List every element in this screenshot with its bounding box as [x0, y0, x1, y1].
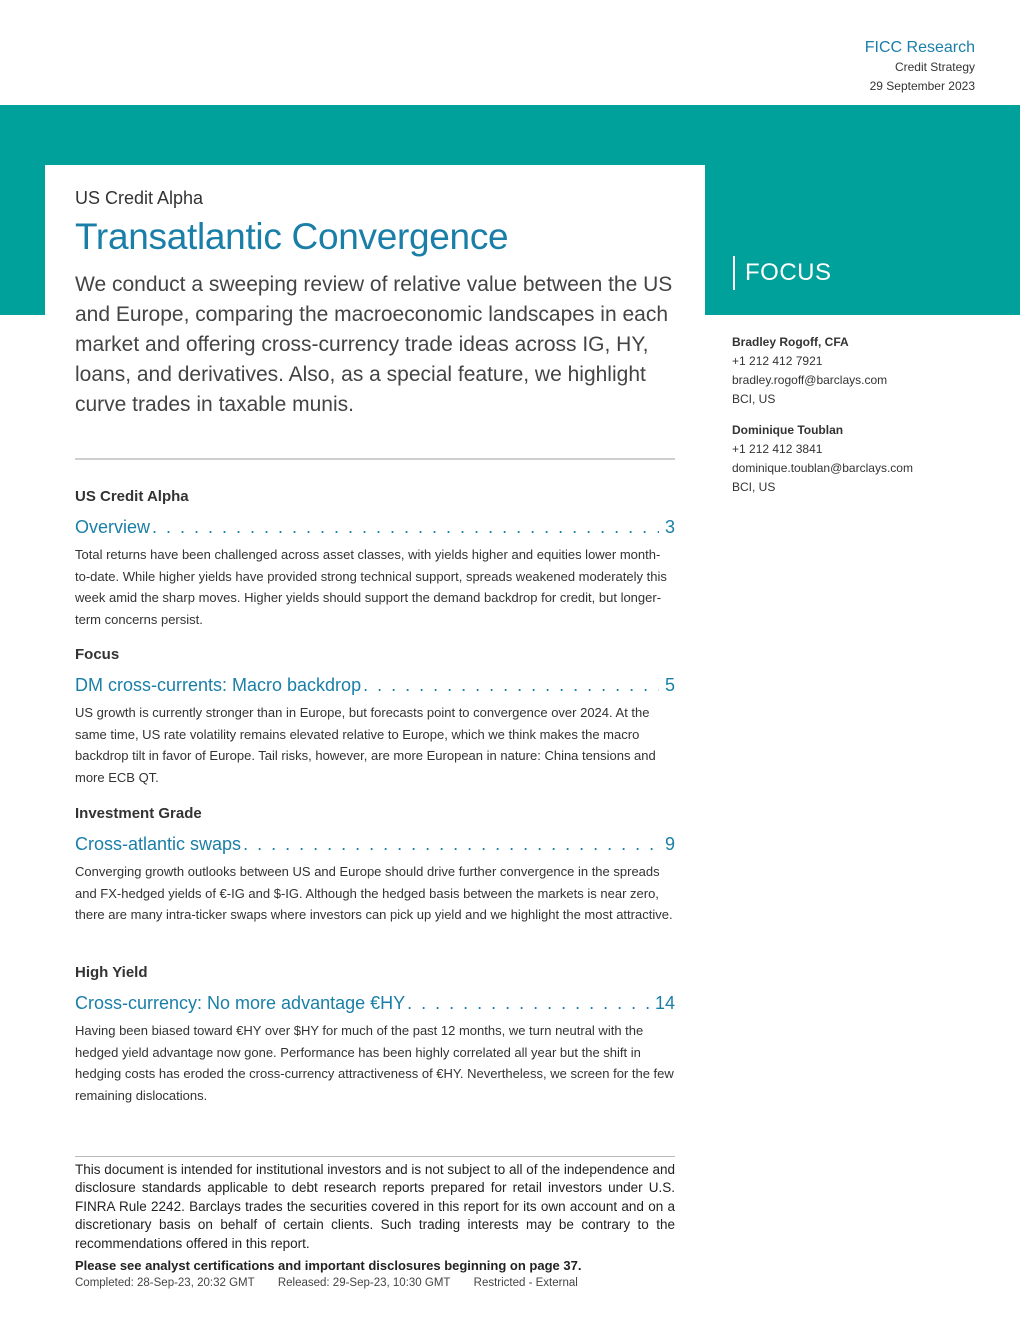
analyst-name: Dominique Toublan	[732, 423, 844, 437]
toc-section-label: High Yield	[75, 964, 148, 981]
toc-link-macro-backdrop[interactable]	[75, 670, 675, 700]
toc-page-number: 14	[654, 993, 675, 1013]
analyst-card	[732, 333, 992, 409]
analyst-list	[732, 333, 992, 509]
toc-section-label: Investment Grade	[75, 805, 202, 822]
toc-section-focus	[75, 644, 675, 788]
toc-leader-dots	[243, 829, 659, 859]
footer-rule	[75, 1156, 675, 1157]
analyst-name: Bradley Rogoff, CFA	[732, 335, 849, 349]
toc-link-overview[interactable]	[75, 512, 675, 542]
disclaimer-text: This document is intended for institutional investors and is not subject to all of the independence and disclosure standards applicable to debt research reports prepared for retail investors under U.S. FINRA Rule 2242. Barclays trades the securities covered in this report for its own account and on a discretionary basis on behalf of certain clients. Such trading interests may be contrary to the recommendations offered in this report.	[75, 1162, 675, 1251]
analyst-email-link[interactable]: bradley.rogoff@barclays.com	[732, 373, 888, 387]
toc-page-number: 9	[664, 834, 675, 854]
section-divider	[75, 458, 675, 460]
toc-entry-title: DM cross-currents: Macro backdrop	[75, 675, 362, 695]
released-timestamp: Released: 29-Sep-23, 10:30 GMT	[277, 1277, 451, 1289]
brand-label: FICC Research	[864, 39, 975, 56]
toc-leader-dots	[363, 670, 659, 700]
toc-entry-title: Cross-currency: No more advantage €HY	[75, 993, 406, 1013]
toc-entry-description: Converging growth outlooks between US and Europe should drive further convergence in the spreads and FX-hedged yields of €-IG and $-IG. Although the hedged basis between the markets is near zero, there are many intra-ticker swaps where investors can pick up yield and we highlight the most attractive.	[75, 864, 673, 922]
toc-leader-dots	[407, 988, 649, 1018]
completed-timestamp: Completed: 28-Sep-23, 20:32 GMT	[75, 1277, 255, 1289]
release-info	[75, 1277, 598, 1289]
toc-entry-description: Having been biased toward €HY over $HY for much of the past 12 months, we turn neutral with the hedged yield advantage now gone. Performance has been highly correlated all year but the shift in hedging costs has eroded the cross-currency attractiveness of €HY. Nevertheless, we screen for the few remaining dislocations.	[75, 1023, 674, 1103]
toc-link-cross-currency[interactable]	[75, 988, 675, 1018]
division-label: Credit Strategy	[894, 60, 975, 74]
report-title: Transatlantic Convergence	[75, 216, 509, 257]
disclosure-note: Please see analyst certifications and important disclosures beginning on page 37.	[75, 1258, 582, 1273]
toc-page-number: 3	[664, 517, 675, 537]
analyst-card	[732, 421, 992, 497]
report-series: US Credit Alpha	[75, 188, 204, 208]
toc-section-label: US Credit Alpha	[75, 488, 189, 505]
classification-label: Restricted - External	[473, 1277, 578, 1289]
analyst-entity: BCI, US	[732, 392, 776, 406]
toc-entry-description: Total returns have been challenged across asset classes, with yields higher and equities lower month-to-date. While higher yields have provided strong technical support, spreads weakened moderately this week amid the sharp moves. Higher yields should support the demand backdrop for credit, but longer-term concerns persist.	[75, 547, 667, 627]
toc-leader-dots	[152, 512, 659, 542]
toc-entry-title: Cross-atlantic swaps	[75, 834, 242, 854]
analyst-email-link[interactable]: dominique.toublan@barclays.com	[732, 461, 913, 475]
toc-section-investment-grade	[75, 803, 675, 926]
toc-section-us-credit-alpha	[75, 486, 675, 630]
report-summary: We conduct a sweeping review of relative value between the US and Europe, comparing the macroeconomic landscapes in each market and offering cross-currency trade ideas across IG, HY, loans, and derivatives. Also, as a special feature, we highlight curve trades in taxable munis.	[75, 273, 673, 416]
toc-page-number: 5	[664, 675, 675, 695]
report-date: 29 September 2023	[869, 79, 975, 93]
report-header	[865, 38, 975, 96]
analyst-entity: BCI, US	[732, 480, 776, 494]
analyst-phone: +1 212 412 3841	[732, 442, 823, 456]
toc-entry-title: Overview	[75, 517, 151, 537]
analyst-phone: +1 212 412 7921	[732, 354, 823, 368]
toc-entry-description: US growth is currently stronger than in Europe, but forecasts point to convergence over 2024. At the same time, US rate volatility remains elevated relative to Europe, which we think makes the macro backdrop tilt in favor of Europe. Tail risks, however, are more European in nature: China tensions and more ECB QT.	[75, 705, 656, 785]
toc-link-cross-atlantic-swaps[interactable]	[75, 829, 675, 859]
toc-section-label: Focus	[75, 646, 120, 663]
focus-label: FOCUS	[733, 256, 832, 290]
toc-section-high-yield	[75, 962, 675, 1106]
